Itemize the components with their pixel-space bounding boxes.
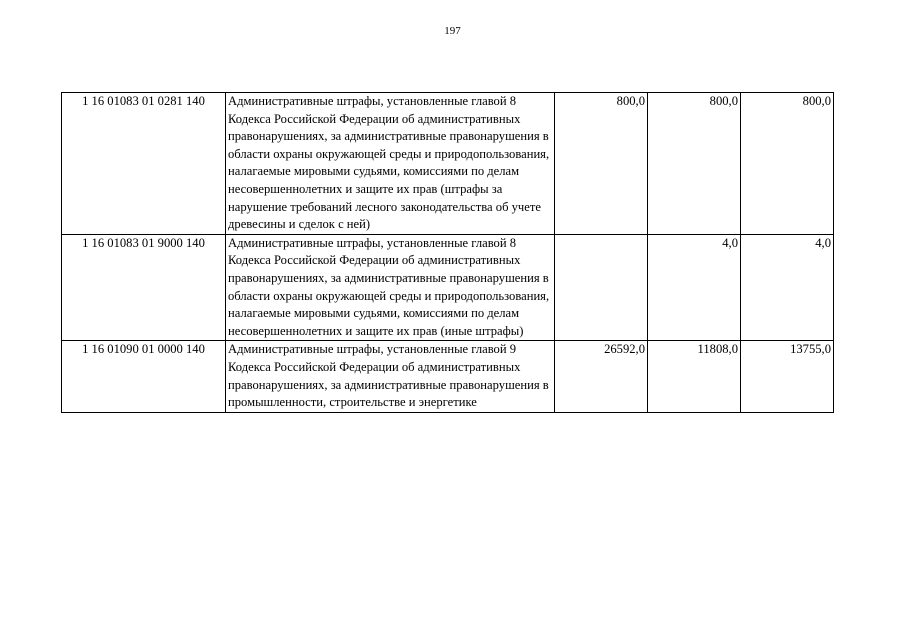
amount-cell-2: 4,0 xyxy=(648,234,741,341)
budget-code-cell: 1 16 01090 01 0000 140 xyxy=(62,341,226,412)
amount-cell-1: 800,0 xyxy=(555,93,648,235)
amount-cell-2: 11808,0 xyxy=(648,341,741,412)
description-cell: Административные штрафы, установленные главой 8 Кодекса Российской Федерации об административных правонарушениях, за административные правонарушения в области охраны окружающей среды и природопользования, налагаемые мировыми судьями, комиссиями по делам несовершеннолетних и защите их прав (штрафы за нарушение требований лесного законодательства об учете древесины и сделок с ней) xyxy=(226,93,555,235)
table-row xyxy=(62,234,834,341)
page-number: 197 xyxy=(444,25,461,37)
amount-cell-1 xyxy=(555,234,648,341)
amount-cell-2: 800,0 xyxy=(648,93,741,235)
table-row xyxy=(62,93,834,235)
amount-cell-3: 800,0 xyxy=(741,93,834,235)
amount-cell-1: 26592,0 xyxy=(555,341,648,412)
description-cell: Административные штрафы, установленные главой 9 Кодекса Российской Федерации об административных правонарушениях, за административные правонарушения в промышленности, строительстве и энергетике xyxy=(226,341,555,412)
amount-cell-3: 4,0 xyxy=(741,234,834,341)
budget-code-cell: 1 16 01083 01 9000 140 xyxy=(62,234,226,341)
budget-revenue-table xyxy=(61,92,834,413)
table-row xyxy=(62,341,834,412)
budget-code-cell: 1 16 01083 01 0281 140 xyxy=(62,93,226,235)
amount-cell-3: 13755,0 xyxy=(741,341,834,412)
description-cell: Административные штрафы, установленные главой 8 Кодекса Российской Федерации об административных правонарушениях, за административные правонарушения в области охраны окружающей среды и природопользования, налагаемые мировыми судьями, комиссиями по делам несовершеннолетних и защите их прав (иные штрафы) xyxy=(226,234,555,341)
